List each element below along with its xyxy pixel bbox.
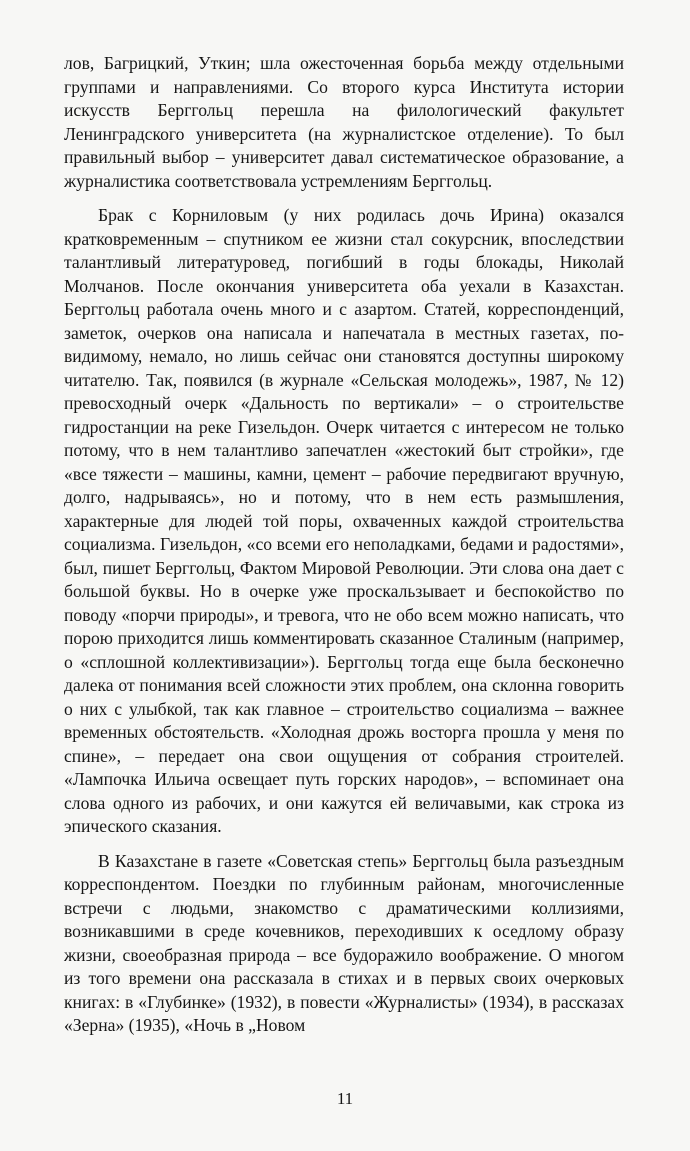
document-page: [64, 52, 624, 1049]
paragraph-3: В Казахстане в газете «Советская степь» Берггольц была разъездным корреспондентом. Поездки по глубинным районам, многочисленные встречи с людьми, знакомство с драматическими коллизиями, возникавшими в среде кочевников, переходивших к оседлому образу жизни, своеобразная природа – все будоражило воображение. О многом из того времени она рассказала в стихах и в первых своих очерковых книгах: в «Глубинке» (1932), в повести «Журналисты» (1934), в рассказах «Зерна» (1935), «Ночь в „Новом: [64, 850, 624, 1035]
paragraph-1: лов, Багрицкий, Уткин; шла ожесточенная борьба между отдельными группами и направлениями. Со второго курса Института истории искусств Берггольц перешла на филологический факультет Ленинградского университета (на журналистское отделение). То был правильный выбор – университет давал систематическое образование, а журналистика соответствовала устремлениям Берггольц.: [64, 53, 624, 191]
paragraph-2: Брак с Корниловым (у них родилась дочь Ирина) оказался кратковременным – спутником ее жизни стал сокурсник, впоследствии талантливый литературовед, погибший в годы блокады, Николай Молчанов. После окончания университета оба уехали в Казахстан. Берггольц работала очень много и с азартом. Статей, корреспонденций, заметок, очерков она написала и напечатала в местных газетах, по-видимому, немало, но лишь сейчас они становятся доступны широкому читателю. Так, появился (в журнале «Сельская молодежь», 1987, № 12) превосходный очерк «Дальность по вертикали» – о строительстве гидростанции на реке Гизельдон. Очерк читается с интересом не только потому, что в нем талантливо запечатлен «жестокий быт стройки», где «все тяжести – машины, камни, цемент – рабочие передвигают вручную, долго, надрываясь», но и потому, что в нем есть размышления, характерные для людей той поры, охваченных каждой строительства социализма. Гизельдон, «со всеми его неполадками, бедами и радостями», был, пишет Берггольц, Фактом Мировой Революции. Эти слова она дает с большой буквы. Но в очерке уже проскальзывает и беспокойство по поводу «порчи природы», и тревога, что не обо всем можно написать, что порою приходится лишь комментировать сказанное Сталиным (например, о «сплошной коллективизации»). Берггольц тогда еще была бесконечно далека от понимания всей сложности этих проблем, она склонна говорить о них с улыбкой, так как главное – строительство социализма – важнее временных обстоятельств. «Холодная дрожь восторга прошла у меня по спине», – передает она свои ощущения от собрания строителей. «Лампочка Ильича освещает путь горских народов», – вспоминает она слова одного из рабочих, и они кажутся ей величавыми, как строка из эпического сказания.: [64, 205, 624, 836]
page-number: 11: [336, 1089, 354, 1108]
